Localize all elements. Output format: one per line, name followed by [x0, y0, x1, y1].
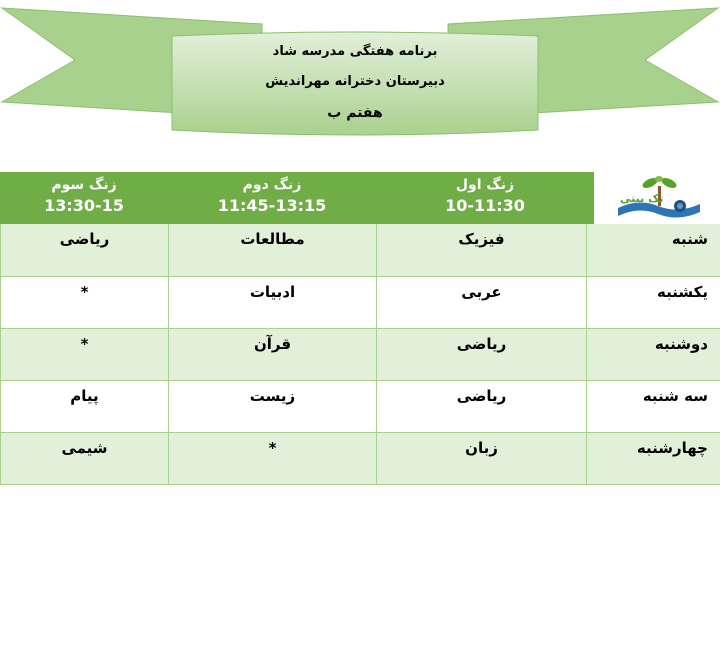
table-row [1, 276, 720, 328]
bell-name: زنگ دوم [242, 177, 302, 193]
cell-day: سه شنبه [587, 380, 720, 432]
banner-school-name: دبیرستان دخترانه مهراندیش [265, 74, 445, 89]
cell-second: مطالعات [169, 224, 377, 276]
cell-third: شیمی [1, 432, 169, 484]
bell-time: 10-11:30 [445, 196, 525, 215]
bell-header-first [376, 172, 594, 224]
bell-header-second [168, 172, 376, 224]
table-row [1, 224, 720, 276]
bell-time: 11:45-13:15 [217, 196, 327, 215]
cell-second: زیست [169, 380, 377, 432]
bell-name: زنگ اول [455, 177, 515, 193]
cell-second: ادبیات [169, 276, 377, 328]
table-row [1, 328, 720, 380]
cell-second: قرآن [169, 328, 377, 380]
table-row [1, 380, 720, 432]
cell-second: * [169, 432, 377, 484]
banner-class-name: هفتم ب [327, 105, 383, 121]
cell-first: زبان [377, 432, 587, 484]
logo-cell [594, 172, 720, 224]
cell-day: شنبه [587, 224, 720, 276]
cell-day: دوشنبه [587, 328, 720, 380]
cell-first: فیزیک [377, 224, 587, 276]
cell-first: ریاضی [377, 328, 587, 380]
bell-name: زنگ سوم [51, 177, 117, 193]
cell-third: * [1, 328, 169, 380]
cell-first: ریاضی [377, 380, 587, 432]
cell-day: چهارشنبه [587, 432, 720, 484]
bell-header-third [0, 172, 168, 224]
banner-title: برنامه هفتگی مدرسه شاد [272, 44, 438, 59]
cell-third: پیام [1, 380, 169, 432]
bell-header-row [0, 172, 720, 224]
schedule-table [0, 224, 720, 485]
cell-third: ریاضی [1, 224, 169, 276]
cell-third: * [1, 276, 169, 328]
cell-first: عربی [377, 276, 587, 328]
cell-day: یکشنبه [587, 276, 720, 328]
logo-text: تک بیتی [620, 192, 664, 205]
bell-time: 13:30-15 [44, 196, 124, 215]
table-row [1, 432, 720, 484]
